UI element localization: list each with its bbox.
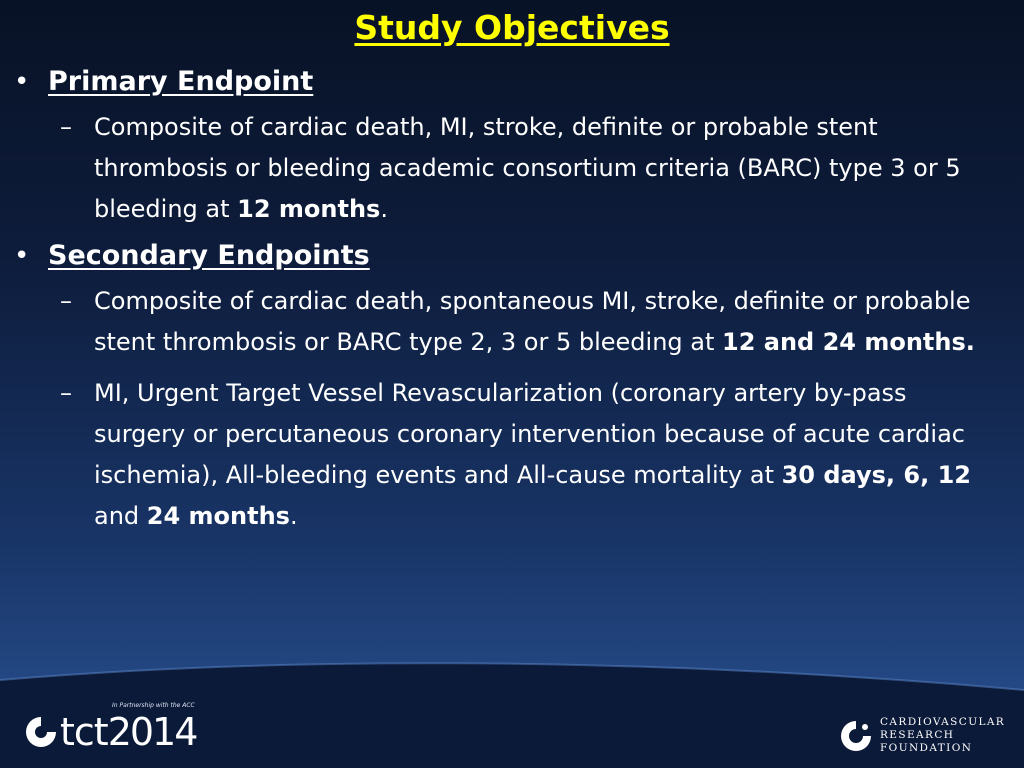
crf-line-1: CARDIOVASCULAR [880,716,1006,728]
bullet-primary-endpoint [14,66,1004,97]
bullet-secondary-endpoints [14,240,1004,271]
dash-mark: – [60,113,72,141]
secondary-endpoint-item-1 [60,281,1004,363]
secondary-endpoint-text-2: MI, Urgent Target Vessel Revascularization (coronary artery by-pass surgery or percutaneous coronary intervention because of acute cardiac ischemia), All-bleeding events and All-cause mortality at 30 days, 6, 12 and 24 months. [94,379,971,530]
primary-endpoint-item [60,107,1004,230]
tct-year: 2014 [107,710,197,754]
crf-swirl-icon [838,718,874,754]
crf-name [880,716,1005,755]
tct-swirl-icon [22,713,60,751]
crf-line-2: RESEARCH [880,729,955,741]
primary-endpoint-text: Composite of cardiac death, MI, stroke, definite or probable stent thrombosis or bleeding academic consortium criteria (BARC) type 3 or 5 bleeding at 12 months. [94,113,961,223]
secondary-endpoints-heading: Secondary Endpoints [48,240,370,271]
dash-mark: – [60,287,72,315]
dash-mark: – [60,379,72,407]
bullet-dot: • [14,241,30,271]
secondary-endpoint-item-2 [60,373,1004,537]
slide-title: Study Objectives [354,8,670,47]
bullet-dot: • [14,67,30,97]
secondary-endpoint-text-1: Composite of cardiac death, spontaneous MI, stroke, definite or probable stent thrombosis or BARC type 2, 3 or 5 bleeding at 12 and 24 months. [94,287,975,356]
primary-endpoint-heading: Primary Endpoint [48,66,314,97]
crf-logo [838,716,1005,755]
tct-logo-text: tct [60,710,108,754]
slide-content [14,66,1004,547]
crf-line-3: FOUNDATION [880,742,973,754]
tct-logo [22,706,196,758]
partner-text: In Partnership with the ACC [112,702,195,709]
